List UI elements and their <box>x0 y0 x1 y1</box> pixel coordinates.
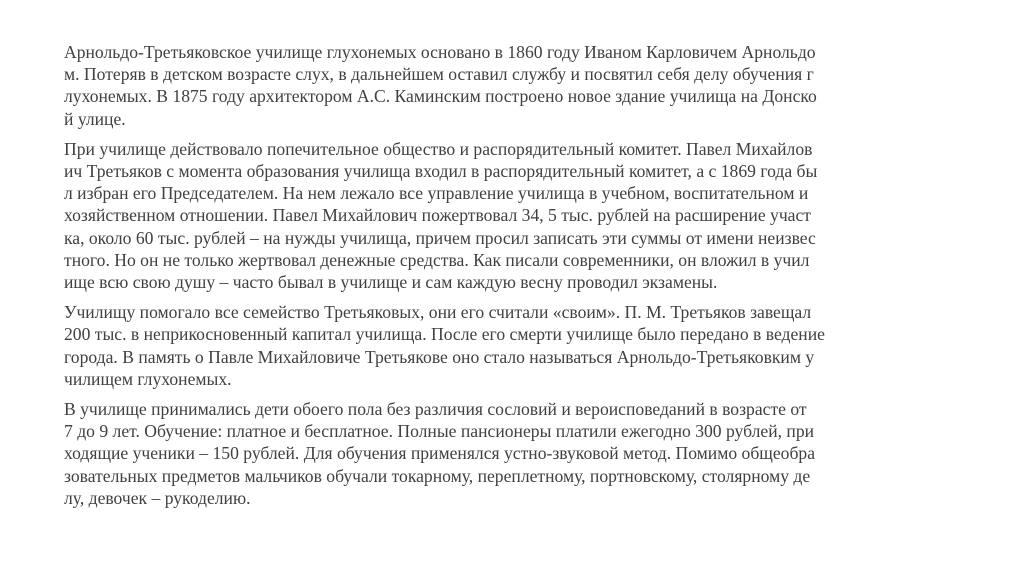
text-line: лу, девочек – рукоделию. <box>64 487 251 508</box>
text-body <box>64 41 944 517</box>
text-line: зовательных предметов мальчиков обучали токарному, переплетному, портновскому, столярному де <box>64 465 811 486</box>
text-line: ич Третьяков с момента образования училища входил в распорядительный комитет, а с 1869 года бы <box>64 161 818 182</box>
text-line: м. Потеряв в детском возрасте слух, в дальнейшем оставил службу и посвятил себя делу обучения г <box>64 64 814 85</box>
text-line: Училищу помогало все семейство Третьяковых, они его считали «своим». П. М. Третьяков завещал <box>64 302 812 323</box>
text-line: ка, около 60 тыс. рублей – на нужды училища, причем просил записать эти суммы от имени неизвес <box>64 227 816 248</box>
text-line: 200 тыс. в неприкосновенный капитал училища. После его смерти училище было передано в ведение <box>64 324 825 345</box>
paragraph-2 <box>64 138 944 293</box>
text-line: чилищем глухонемых. <box>64 368 232 389</box>
text-line: При училище действовало попечительное общество и распорядительный комитет. Павел Михайлов <box>64 138 813 159</box>
text-line: тного. Но он не только жертвовал денежные средства. Как писали современники, он вложил в учил <box>64 249 810 270</box>
text-line: Арнольдо-Третьяковское училище глухонемых основано в 1860 году Иваном Карловичем Арнольдо <box>64 42 816 62</box>
text-line: 7 до 9 лет. Обучение: платное и бесплатное. Полные пансионеры платили ежегодно 300 рублей, при <box>64 421 815 442</box>
text-line: города. В память о Павле Михайловиче Третьякове оно стало называться Арнольдо-Третьяковким у <box>64 346 815 367</box>
paragraph-3 <box>64 301 944 390</box>
text-line: В училище принимались дети обоего пола без различия сословий и вероисповеданий в возрасте от <box>64 399 807 420</box>
text-line: ходящие ученики – 150 рублей. Для обучения применялся устно-звуковой метод. Помимо общеобра <box>64 443 815 464</box>
text-line: ище всю свою душу – часто бывал в училище и сам каждую весну проводил экзамены. <box>64 272 718 293</box>
text-line: л избран его Председателем. На нем лежало все управление училища в учебном, воспитательном и <box>64 183 809 204</box>
text-line: лухонемых. В 1875 году архитектором А.С. Каминским построено новое здание училища на Донско <box>64 86 817 107</box>
text-line: хозяйственном отношении. Павел Михайлович пожертвовал 34, 5 тыс. рублей на расширение участ <box>64 205 811 226</box>
text-line: й улице. <box>64 108 126 129</box>
paragraph-1 <box>64 41 944 130</box>
paragraph-4 <box>64 398 944 509</box>
